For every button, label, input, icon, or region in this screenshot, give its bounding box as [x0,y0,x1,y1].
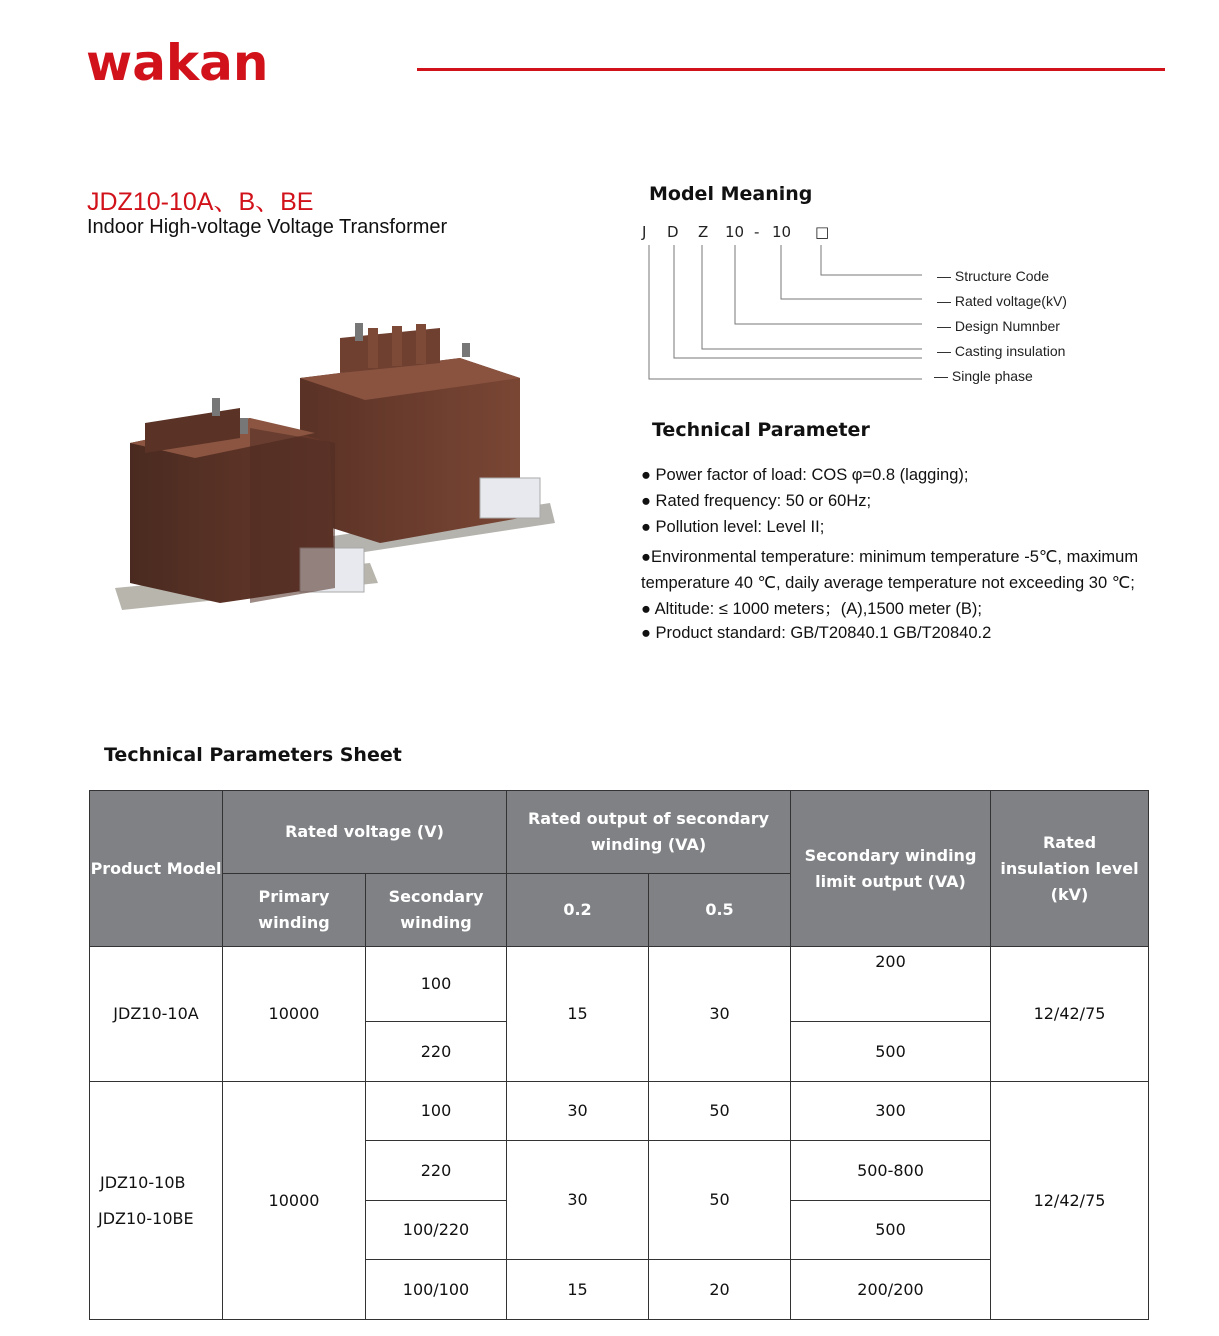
model-cell-b [90,1082,223,1320]
limit-cell: 300 [791,1082,991,1141]
param-rated-frequency: ● Rated frequency: 50 or 60Hz; [641,492,872,510]
limit-cell: 500 [791,1201,991,1260]
model-cell-a: JDZ10-10A [90,947,223,1082]
model-b-line1: JDZ10-10B [100,1172,186,1192]
param-product-standard: ● Product standard: GB/T20840.1 GB/T20840.2 [641,624,992,642]
output-05-cell: 50 [649,1082,791,1141]
code-letter-d: D [667,223,679,241]
secondary-cell: 220 [366,1141,507,1201]
legend-single-phase: — Single phase [934,368,1033,384]
output-05-cell: 50 [649,1141,791,1260]
limit-cell: 500-800 [791,1141,991,1201]
brand-logo: wakan [86,34,269,92]
param-environmental-temperature: ●Environmental temperature: minimum temperature -5℃, maximum temperature 40 ℃, daily average temperature not exceeding 30 ℃; [641,548,1139,592]
parameters-sheet-heading: Technical Parameters Sheet [104,744,402,766]
header-rated-voltage: Rated voltage (V) [223,791,507,874]
technical-parameter-list [641,462,1181,646]
output-05-cell: 30 [649,947,791,1082]
header-rated-output: Rated output of secondary winding (VA) [507,791,791,874]
insulation-cell-b: 12/42/75 [991,1082,1149,1320]
insulation-cell-a: 12/42/75 [991,947,1149,1082]
parameters-table [89,790,1149,1320]
header-rule [417,68,1165,71]
model-b-line2: JDZ10-10BE [98,1208,194,1228]
header-product-model: Product Model [90,791,223,947]
header-class-0-5: 0.5 [649,874,791,947]
code-rated-voltage: 10 [772,223,792,241]
header-limit-output: Secondary winding limit output (VA) [791,791,991,947]
model-meaning-heading: Model Meaning [649,183,813,205]
header-insulation-level: Rated insulation level (kV) [991,791,1149,947]
code-design-number: 10 [725,223,745,241]
param-power-factor: ● Power factor of load: COS φ=0.8 (lagging); [641,466,969,484]
code-letter-z: Z [698,223,709,241]
legend-design-number: — Design Numnber [937,318,1060,334]
output-02-cell: 30 [507,1141,649,1260]
primary-cell-a: 10000 [223,947,366,1082]
limit-cell: 500 [791,1022,991,1082]
product-title: JDZ10-10A、B、BE [87,188,314,216]
product-photo [100,318,560,618]
limit-cell: 200/200 [791,1260,991,1320]
output-02-cell: 30 [507,1082,649,1141]
output-02-cell: 15 [507,1260,649,1320]
param-altitude: ● Altitude: ≤ 1000 meters；(A),1500 meter (B); [641,600,982,618]
secondary-cell: 100/100 [366,1260,507,1320]
code-structure: □ [815,223,830,241]
legend-rated-voltage: — Rated voltage(kV) [937,293,1067,309]
legend-casting-insulation: — Casting insulation [937,343,1066,359]
param-pollution-level: ● Pollution level: Level II; [641,518,825,536]
legend-structure-code: — Structure Code [937,268,1050,284]
product-subtitle: Indoor High-voltage Voltage Transformer [87,216,448,238]
header-secondary-winding: Secondary winding [366,874,507,947]
technical-parameter-heading: Technical Parameter [652,419,870,441]
secondary-cell: 100 [366,1082,507,1141]
secondary-cell: 100 [366,947,507,1022]
output-02-cell: 15 [507,947,649,1082]
secondary-cell: 220 [366,1022,507,1082]
limit-cell: 200 [791,947,991,1022]
output-05-cell: 20 [649,1260,791,1320]
code-dash: - [754,223,760,241]
header-primary-winding: Primary winding [223,874,366,947]
header-class-0-2: 0.2 [507,874,649,947]
code-letter-j: J [642,223,647,241]
secondary-cell: 100/220 [366,1201,507,1260]
model-code-diagram [630,215,1090,395]
primary-cell-b: 10000 [223,1082,366,1320]
